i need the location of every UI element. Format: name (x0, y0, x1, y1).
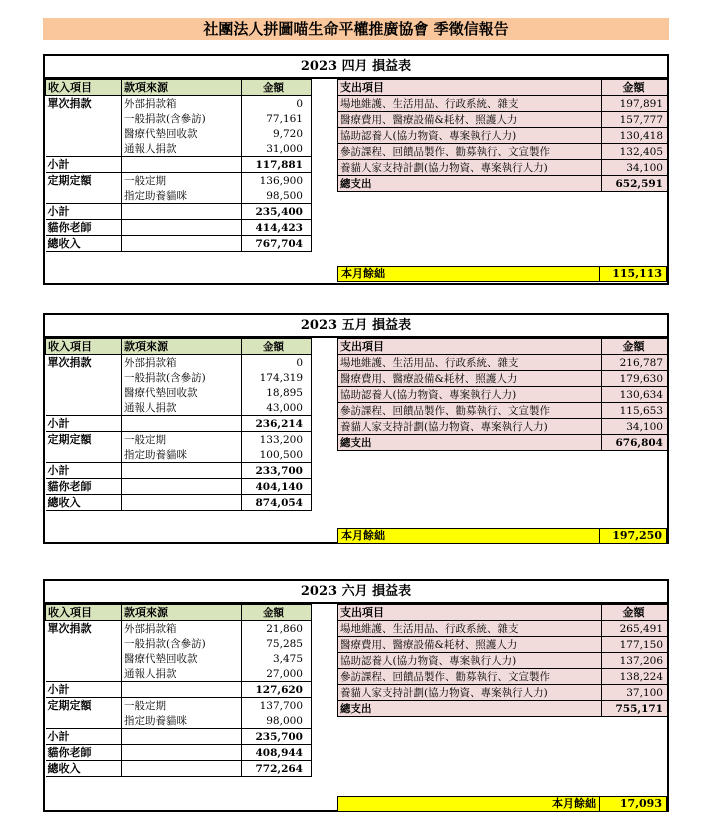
expense-name: 場地維護、生活用品、行政系統、雜支 (338, 355, 602, 371)
income-source: 通報人捐款 (122, 666, 242, 682)
income-amount: 77,161 (242, 111, 312, 126)
regular-donation-label: 定期定額 (47, 432, 92, 446)
table-row (46, 666, 312, 682)
table-row (338, 669, 668, 685)
expense-amount: 216,787 (602, 355, 668, 371)
table-row (46, 447, 312, 463)
income-source: 通報人捐款 (122, 400, 242, 416)
income-amount: 98,500 (242, 188, 312, 204)
table-row (338, 160, 668, 176)
income-amount: 31,000 (242, 141, 312, 157)
balance-amount: 115,113 (599, 267, 662, 281)
report-title: 2023 五月 損益表 (45, 315, 667, 338)
report-may (43, 313, 669, 544)
report-june (43, 579, 669, 812)
table-row (338, 621, 668, 637)
expense-amount: 34,100 (602, 160, 668, 176)
subtotal-label: 小計 (46, 729, 122, 745)
subtotal-label: 小計 (46, 416, 122, 432)
subtotal-label: 小計 (46, 463, 122, 479)
income-source: 指定助養貓咪 (122, 713, 242, 729)
expense-item-header: 支出項目 (338, 80, 602, 96)
expense-name: 醫療費用、醫療設備&耗材、照護人力 (338, 112, 602, 128)
income-source: 通報人捐款 (122, 141, 242, 157)
expense-name: 養貓人家支持計劃(協力物資、專案執行人力) (338, 685, 602, 701)
table-row (46, 432, 312, 448)
total-expense-amount: 652,591 (602, 176, 668, 192)
income-header-row (46, 339, 312, 355)
balance-bar (337, 796, 667, 812)
expense-name: 養貓人家支持計劃(協力物資、專案執行人力) (338, 160, 602, 176)
table-row (338, 685, 668, 701)
income-amount: 137,700 (242, 698, 312, 714)
total-expense-label: 總支出 (338, 176, 602, 192)
table-row (46, 400, 312, 416)
income-amount: 3,475 (242, 651, 312, 666)
total-income-label: 總收入 (46, 761, 122, 777)
balance-label: 本月餘絀 (341, 529, 385, 542)
income-amount: 43,000 (242, 400, 312, 416)
table-row (338, 637, 668, 653)
income-source: 外部捐款箱 (122, 96, 242, 112)
income-table (45, 338, 312, 511)
subtotal-row (46, 729, 312, 745)
expense-name: 參訪課程、回饋品製作、勸募執行、文宣製作 (338, 669, 602, 685)
total-income-label: 總收入 (46, 495, 122, 511)
income-amount: 21,860 (242, 621, 312, 637)
income-table (45, 79, 312, 252)
teacher-amount: 404,140 (242, 479, 312, 495)
balance-label: 本月餘絀 (552, 797, 596, 810)
expense-item-header: 支出項目 (338, 339, 602, 355)
expense-name: 協助認養人(協力物資、專案執行人力) (338, 128, 602, 144)
subtotal-amount: 235,400 (242, 204, 312, 220)
total-income-amount: 772,264 (242, 761, 312, 777)
total-income-label: 總收入 (46, 236, 122, 252)
subtotal-row (46, 463, 312, 479)
total-income-row (46, 236, 312, 252)
report-title: 2023 四月 損益表 (45, 56, 667, 79)
income-amount: 100,500 (242, 447, 312, 463)
table-row (338, 128, 668, 144)
table-row (46, 126, 312, 141)
expense-amount: 37,100 (602, 685, 668, 701)
teacher-label: 貓你老師 (46, 479, 122, 495)
expense-name: 場地維護、生活用品、行政系統、雜支 (338, 96, 602, 112)
table-row (46, 173, 312, 189)
table-row (338, 112, 668, 128)
table-row (46, 385, 312, 400)
income-amount: 98,000 (242, 713, 312, 729)
subtotal-label: 小計 (46, 682, 122, 698)
income-amount: 0 (242, 96, 312, 112)
regular-donation-label: 定期定額 (47, 173, 92, 187)
expense-name: 醫療費用、醫療設備&耗材、照護人力 (338, 637, 602, 653)
income-source: 醫療代墊回收款 (122, 385, 242, 400)
subtotal-row (46, 682, 312, 698)
income-source: 一般定期 (122, 698, 242, 714)
total-expense-row (338, 701, 668, 717)
expense-table (337, 604, 668, 717)
income-source: 醫療代墊回收款 (122, 651, 242, 666)
regular-donation-label: 定期定額 (47, 698, 92, 712)
expense-header-row (338, 339, 668, 355)
subtotal-row (46, 416, 312, 432)
income-source: 外部捐款箱 (122, 621, 242, 637)
source-header: 款項來源 (122, 339, 242, 355)
expense-amount: 115,653 (602, 403, 668, 419)
teacher-row (46, 479, 312, 495)
income-amount: 75,285 (242, 636, 312, 651)
expense-amount: 179,630 (602, 371, 668, 387)
income-source: 一般定期 (122, 432, 242, 448)
table-row (338, 387, 668, 403)
subtotal-label: 小計 (46, 204, 122, 220)
total-expense-amount: 676,804 (602, 435, 668, 451)
single-donation-label: 單次捐款 (47, 621, 92, 635)
expense-amount: 265,491 (602, 621, 668, 637)
subtotal-amount: 235,700 (242, 729, 312, 745)
expense-name: 協助認養人(協力物資、專案執行人力) (338, 653, 602, 669)
report-title: 2023 六月 損益表 (45, 581, 667, 604)
single-donation-label: 單次捐款 (47, 355, 92, 369)
amount-header: 金額 (242, 605, 312, 621)
expense-amount: 130,634 (602, 387, 668, 403)
expense-name: 參訪課程、回饋品製作、勸募執行、文宣製作 (338, 144, 602, 160)
income-source: 外部捐款箱 (122, 355, 242, 371)
total-expense-label: 總支出 (338, 701, 602, 717)
amount-header: 金額 (242, 339, 312, 355)
expense-amount: 132,405 (602, 144, 668, 160)
total-expense-row (338, 435, 668, 451)
table-row (46, 621, 312, 637)
table-row (46, 698, 312, 714)
subtotal-amount: 117,881 (242, 157, 312, 173)
total-expense-label: 總支出 (338, 435, 602, 451)
table-row (46, 188, 312, 204)
table-row (46, 370, 312, 385)
expense-amount: 177,150 (602, 637, 668, 653)
income-amount: 133,200 (242, 432, 312, 448)
income-item-header: 收入項目 (46, 339, 122, 355)
income-header-row (46, 605, 312, 621)
expense-name: 協助認養人(協力物資、專案執行人力) (338, 387, 602, 403)
subtotal-row (46, 157, 312, 173)
expense-item-header: 支出項目 (338, 605, 602, 621)
income-source: 一般捐款(含參訪) (122, 636, 242, 651)
income-amount: 18,895 (242, 385, 312, 400)
total-income-row (46, 761, 312, 777)
table-row (338, 653, 668, 669)
expense-table (337, 338, 668, 451)
table-row (46, 111, 312, 126)
table-row (338, 419, 668, 435)
income-source: 一般定期 (122, 173, 242, 189)
balance-amount: 17,093 (599, 797, 662, 811)
total-expense-row (338, 176, 668, 192)
amount-header: 金額 (602, 80, 668, 96)
single-donation-label: 單次捐款 (47, 96, 92, 110)
balance-bar (337, 528, 667, 544)
expense-name: 醫療費用、醫療設備&耗材、照護人力 (338, 371, 602, 387)
expense-amount: 137,206 (602, 653, 668, 669)
expense-amount: 138,224 (602, 669, 668, 685)
income-source: 指定助養貓咪 (122, 447, 242, 463)
total-income-amount: 874,054 (242, 495, 312, 511)
income-amount: 136,900 (242, 173, 312, 189)
income-item-header: 收入項目 (46, 605, 122, 621)
teacher-row (46, 745, 312, 761)
table-row (46, 96, 312, 112)
expense-table (337, 79, 668, 192)
income-item-header: 收入項目 (46, 80, 122, 96)
subtotal-amount: 233,700 (242, 463, 312, 479)
table-row (338, 144, 668, 160)
subtotal-label: 小計 (46, 157, 122, 173)
teacher-row (46, 220, 312, 236)
report-april (43, 54, 669, 285)
subtotal-amount: 236,214 (242, 416, 312, 432)
teacher-amount: 414,423 (242, 220, 312, 236)
source-header: 款項來源 (122, 80, 242, 96)
income-source: 醫療代墊回收款 (122, 126, 242, 141)
teacher-amount: 408,944 (242, 745, 312, 761)
teacher-label: 貓你老師 (46, 220, 122, 236)
table-row (338, 355, 668, 371)
amount-header: 金額 (602, 339, 668, 355)
table-row (338, 371, 668, 387)
balance-bar (337, 266, 667, 282)
income-amount: 174,319 (242, 370, 312, 385)
income-amount: 27,000 (242, 666, 312, 682)
amount-header: 金額 (602, 605, 668, 621)
expense-header-row (338, 80, 668, 96)
teacher-label: 貓你老師 (46, 745, 122, 761)
income-source: 指定助養貓咪 (122, 188, 242, 204)
total-expense-amount: 755,171 (602, 701, 668, 717)
expense-amount: 34,100 (602, 419, 668, 435)
expense-header-row (338, 605, 668, 621)
table-row (338, 96, 668, 112)
expense-name: 養貓人家支持計劃(協力物資、專案執行人力) (338, 419, 602, 435)
source-header: 款項來源 (122, 605, 242, 621)
income-source: 一般捐款(含參訪) (122, 370, 242, 385)
expense-amount: 130,418 (602, 128, 668, 144)
subtotal-row (46, 204, 312, 220)
income-amount: 9,720 (242, 126, 312, 141)
amount-header: 金額 (242, 80, 312, 96)
page-title: 社團法人拼圖喵生命平權推廣協會 季徵信報告 (43, 18, 669, 40)
total-income-amount: 767,704 (242, 236, 312, 252)
table-row (46, 713, 312, 729)
income-table (45, 604, 312, 777)
subtotal-amount: 127,620 (242, 682, 312, 698)
expense-amount: 157,777 (602, 112, 668, 128)
table-row (338, 403, 668, 419)
table-row (46, 355, 312, 371)
income-amount: 0 (242, 355, 312, 371)
income-source: 一般捐款(含參訪) (122, 111, 242, 126)
balance-amount: 197,250 (599, 529, 662, 543)
expense-amount: 197,891 (602, 96, 668, 112)
income-header-row (46, 80, 312, 96)
expense-name: 場地維護、生活用品、行政系統、雜支 (338, 621, 602, 637)
table-row (46, 141, 312, 157)
balance-label: 本月餘絀 (341, 267, 385, 280)
total-income-row (46, 495, 312, 511)
table-row (46, 651, 312, 666)
table-row (46, 636, 312, 651)
expense-name: 參訪課程、回饋品製作、勸募執行、文宣製作 (338, 403, 602, 419)
